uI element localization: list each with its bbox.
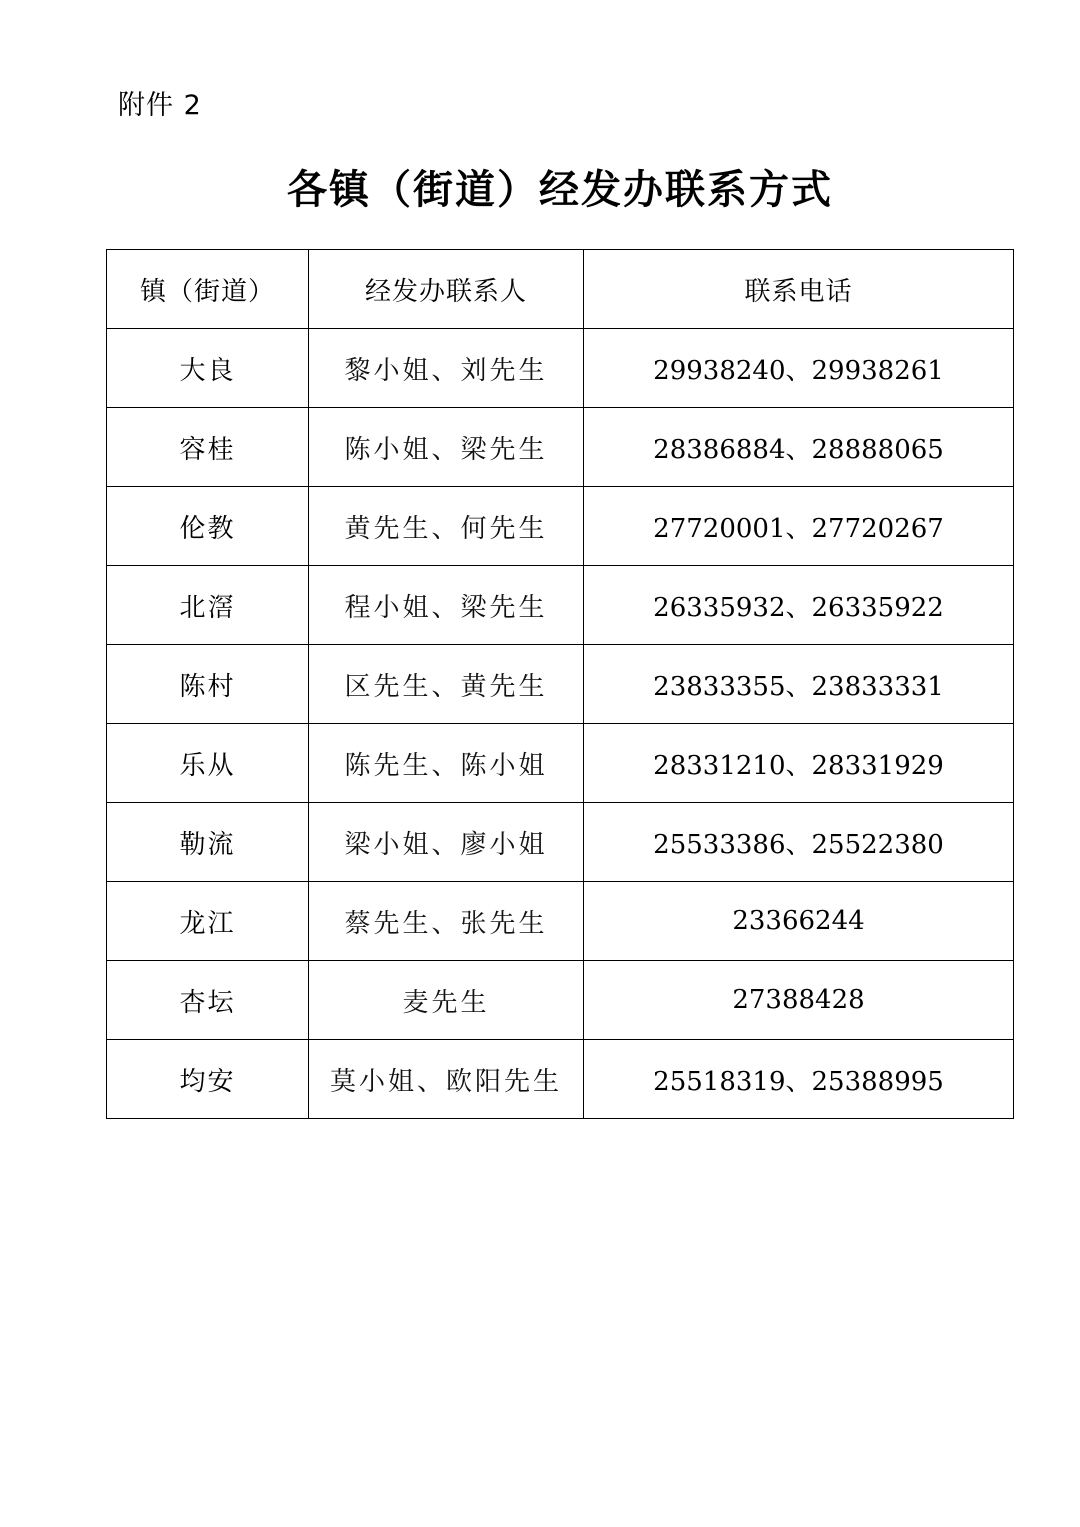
header-contact-person: 经发办联系人 (309, 250, 584, 329)
town-cell: 勒流 (107, 803, 309, 882)
table-row (107, 803, 1014, 882)
table-row (107, 408, 1014, 487)
phone-cell: 25533386、25522380 (584, 803, 1014, 882)
header-town: 镇（街道） (107, 250, 309, 329)
table-row (107, 1040, 1014, 1119)
table-row (107, 566, 1014, 645)
town-cell: 陈村 (107, 645, 309, 724)
table-row (107, 961, 1014, 1040)
table-row (107, 329, 1014, 408)
contact-cell: 程小姐、梁先生 (309, 566, 584, 645)
contact-cell: 蔡先生、张先生 (309, 882, 584, 961)
attachment-label: 附件 2 (118, 90, 202, 121)
table-row (107, 724, 1014, 803)
contact-cell: 麦先生 (309, 961, 584, 1040)
town-cell: 伦教 (107, 487, 309, 566)
contact-cell: 黄先生、何先生 (309, 487, 584, 566)
phone-cell: 28331210、28331929 (584, 724, 1014, 803)
phone-cell: 25518319、25388995 (584, 1040, 1014, 1119)
contact-cell: 黎小姐、刘先生 (309, 329, 584, 408)
contact-cell: 梁小姐、廖小姐 (309, 803, 584, 882)
table-row (107, 487, 1014, 566)
contact-cell: 区先生、黄先生 (309, 645, 584, 724)
town-cell: 杏坛 (107, 961, 309, 1040)
phone-cell: 27388428 (584, 961, 1014, 1040)
table-row (107, 645, 1014, 724)
document-title: 各镇（街道）经发办联系方式 (287, 166, 833, 213)
contacts-table (106, 249, 1014, 1119)
phone-cell: 29938240、29938261 (584, 329, 1014, 408)
contact-cell: 陈先生、陈小姐 (309, 724, 584, 803)
town-cell: 容桂 (107, 408, 309, 487)
header-phone: 联系电话 (584, 250, 1014, 329)
phone-cell: 26335932、26335922 (584, 566, 1014, 645)
phone-cell: 23833355、23833331 (584, 645, 1014, 724)
contact-cell: 莫小姐、欧阳先生 (309, 1040, 584, 1119)
table-row (107, 882, 1014, 961)
phone-cell: 23366244 (584, 882, 1014, 961)
town-cell: 均安 (107, 1040, 309, 1119)
phone-cell: 28386884、28888065 (584, 408, 1014, 487)
town-cell: 龙江 (107, 882, 309, 961)
town-cell: 乐从 (107, 724, 309, 803)
town-cell: 大良 (107, 329, 309, 408)
contact-cell: 陈小姐、梁先生 (309, 408, 584, 487)
table-header-row (107, 250, 1014, 329)
town-cell: 北滘 (107, 566, 309, 645)
phone-cell: 27720001、27720267 (584, 487, 1014, 566)
